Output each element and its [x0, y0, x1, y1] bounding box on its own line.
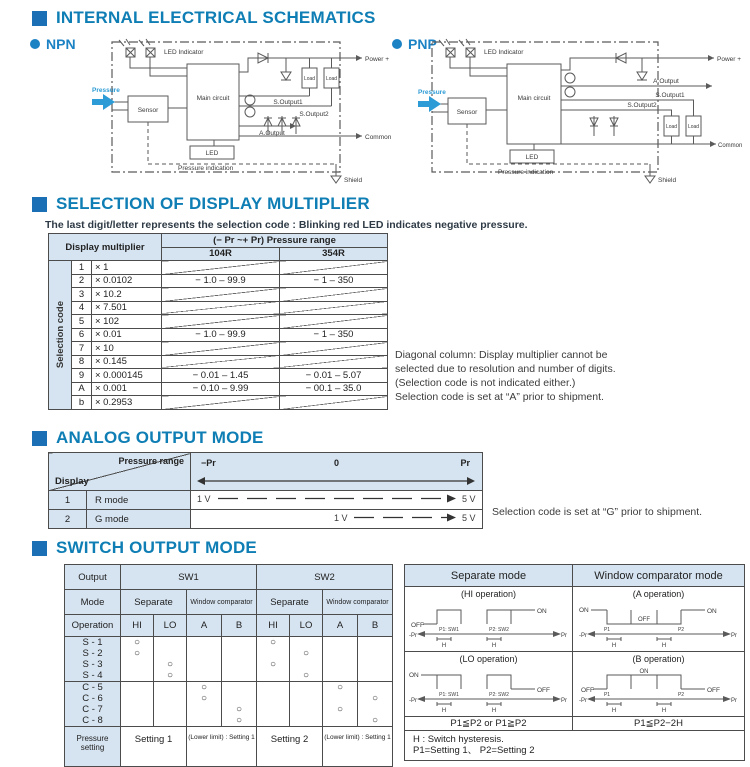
svg-text:ON: ON — [536, 608, 547, 615]
svg-text:Pr: Pr — [560, 633, 567, 639]
svg-text:S.Output2: S.Output2 — [299, 111, 329, 118]
section-header-display-multiplier — [32, 194, 370, 214]
mark-col — [257, 682, 290, 727]
value-cell — [162, 315, 280, 329]
table-header-row — [65, 590, 393, 615]
mark-col: ○ ○ — [121, 637, 154, 682]
separate-mode-header: Separate mode — [405, 565, 573, 587]
svg-text:H: H — [491, 643, 496, 648]
svg-text:ON: ON — [706, 608, 717, 615]
svg-text:Shield: Shield — [658, 177, 677, 184]
setting-cell: (Lower limit) : Setting 1 — [187, 727, 257, 767]
code-cell: 3 — [72, 288, 92, 302]
s-block-row — [65, 637, 393, 682]
corner-header: Display multiplier — [49, 234, 162, 261]
section-title: SWITCH OUTPUT MODE — [56, 538, 257, 557]
svg-text:-Pr: -Pr — [408, 698, 417, 704]
pressure-setting-row — [65, 727, 393, 767]
svg-text:P1: P1 — [603, 692, 610, 698]
section-square-icon — [32, 197, 47, 212]
section-square-icon — [32, 11, 47, 26]
section-title: INTERNAL ELECTRICAL SCHEMATICS — [56, 8, 376, 27]
hysteresis-footnote: H : Switch hysteresis. P1=Setting 1、 P2=Setting 2 — [405, 731, 745, 761]
mark-col — [323, 637, 358, 682]
mult-cell: × 7.501 — [92, 301, 162, 315]
svg-text:ON: ON — [578, 607, 589, 614]
value-cell: − 0.01 – 5.07 — [280, 369, 388, 383]
mark-col: ○ ○ — [358, 682, 393, 727]
hi-operation-cell: (HI operation) OFF ON P1: SW1 P2: SW2 -Pr Pr H H — [405, 587, 573, 652]
svg-text:LED: LED — [205, 150, 219, 157]
table-row — [49, 342, 388, 356]
svg-text:LED: LED — [525, 154, 539, 161]
mult-cell: × 102 — [92, 315, 162, 329]
svg-text:Pressure indication: Pressure indication — [498, 169, 554, 176]
axis-arrow-icon — [191, 475, 481, 487]
op-col: HI — [257, 615, 290, 637]
table-header-row — [49, 453, 483, 491]
svg-text:S.Output1: S.Output1 — [655, 92, 685, 99]
display-num: 1 — [49, 491, 87, 510]
table-header-row — [49, 234, 388, 248]
op-col: LO — [154, 615, 187, 637]
table-header-row — [405, 565, 745, 587]
b-operation-cell: (B operation) OFF OFF ON P1 P2 -Pr Pr H H — [573, 652, 745, 717]
svg-text:5 V: 5 V — [461, 513, 476, 523]
pressure-arrow-icon — [418, 96, 441, 112]
table-header-row — [65, 615, 393, 637]
mult-cell: × 0.0102 — [92, 274, 162, 288]
col-354r: 354R — [280, 247, 388, 261]
svg-text:1 V: 1 V — [196, 494, 211, 504]
pressure-range-header: (− Pr ~+ Pr) Pressure range — [162, 234, 388, 248]
separate-header: Separate — [121, 590, 187, 615]
multiplier-note: The last digit/letter represents the selection code : Blinking red LED indicates negative pressure. — [45, 219, 528, 231]
r-mode-arrow — [192, 491, 482, 506]
svg-text:H: H — [491, 708, 496, 713]
separate-condition: P1≦P2 or P1≧P2 — [405, 717, 573, 731]
value-cell — [162, 301, 280, 315]
svg-text:5 V: 5 V — [461, 494, 476, 504]
axis-label-cell: Selection code — [49, 261, 72, 410]
mark-col: ○ ○ — [187, 682, 222, 727]
output-label: Output — [65, 565, 121, 590]
value-cell: − 0.01 – 1.45 — [162, 369, 280, 383]
g-mode-arrow — [192, 510, 482, 525]
mark-col: ○ ○ — [257, 637, 290, 682]
mult-cell: × 0.2953 — [92, 396, 162, 410]
svg-text:-Pr: -Pr — [408, 633, 417, 639]
svg-text:P1: SW1: P1: SW1 — [438, 692, 459, 698]
mult-cell: × 0.145 — [92, 355, 162, 369]
c-row-labels: C - 5 C - 6 C - 7 C - 8 — [65, 682, 121, 727]
table-row — [49, 369, 388, 383]
col-104r: 104R — [162, 247, 280, 261]
operation-row — [405, 587, 745, 652]
mark-col — [121, 682, 154, 727]
value-cell — [280, 288, 388, 302]
section-square-icon — [32, 541, 47, 556]
svg-text:Common: Common — [718, 143, 743, 149]
range-cell — [191, 491, 483, 510]
mark-col — [187, 637, 222, 682]
value-cell: − 1 – 350 — [280, 328, 388, 342]
value-cell — [280, 315, 388, 329]
code-cell: b — [72, 396, 92, 410]
table-header-row — [65, 565, 393, 590]
svg-text:Sensor: Sensor — [456, 109, 478, 116]
code-cell: 4 — [72, 301, 92, 315]
value-cell: − 00.1 – 35.0 — [280, 382, 388, 396]
separate-header: Separate — [257, 590, 323, 615]
svg-text:1 V: 1 V — [333, 513, 348, 523]
svg-text:Pr: Pr — [730, 698, 737, 704]
lo-operation-waveform — [409, 665, 569, 713]
svg-text:S.Output1: S.Output1 — [273, 99, 303, 106]
value-cell — [280, 301, 388, 315]
svg-text:OFF: OFF — [536, 687, 550, 694]
mark-col — [154, 682, 187, 727]
window-condition: P1≦P2−2H — [573, 717, 745, 731]
op-col: HI — [121, 615, 154, 637]
table-row — [49, 288, 388, 302]
mark-col: ○ ○ — [222, 682, 257, 727]
setting-cell: (Lower limit) : Setting 1 — [323, 727, 393, 767]
table-row — [49, 510, 483, 529]
setting-cell: Setting 2 — [257, 727, 323, 767]
operation-label: Operation — [65, 615, 121, 637]
mult-cell: × 0.001 — [92, 382, 162, 396]
op-col: B — [222, 615, 257, 637]
svg-text:Load: Load — [687, 124, 700, 130]
svg-text:Power +: Power + — [365, 56, 390, 63]
pressure-setting-label: Pressure setting — [65, 727, 121, 767]
range-cell — [191, 510, 483, 529]
setting-cell: Setting 1 — [121, 727, 187, 767]
svg-text:Pressure: Pressure — [418, 89, 446, 96]
svg-text:P2: SW2: P2: SW2 — [488, 627, 509, 633]
value-cell — [162, 261, 280, 275]
footnote-row — [405, 731, 745, 761]
window-comparator-header: Window comparator — [323, 590, 393, 615]
mult-cell: × 0.01 — [92, 328, 162, 342]
svg-text:P1: P1 — [603, 627, 610, 633]
value-cell — [162, 288, 280, 302]
svg-text:A.Output: A.Output — [653, 78, 679, 85]
svg-text:Main circuit: Main circuit — [196, 95, 230, 102]
value-cell — [280, 342, 388, 356]
mark-col: ○ ○ — [323, 682, 358, 727]
window-mode-header: Window comparator mode — [573, 565, 745, 587]
window-comparator-header: Window comparator — [187, 590, 257, 615]
c-block-row — [65, 682, 393, 727]
svg-text:Load: Load — [303, 76, 316, 82]
mode-diagram-table — [404, 564, 745, 761]
table-row — [49, 261, 388, 275]
section-header-schematics — [32, 8, 376, 28]
value-cell — [162, 355, 280, 369]
svg-text:Load: Load — [325, 76, 338, 82]
svg-text:H: H — [611, 643, 616, 648]
value-cell: − 1 – 350 — [280, 274, 388, 288]
section-title: SELECTION OF DISPLAY MULTIPLIER — [56, 194, 370, 213]
svg-text:P2: P2 — [677, 692, 684, 698]
svg-text:-Pr: -Pr — [578, 698, 587, 704]
op-col: B — [358, 615, 393, 637]
mult-cell: × 1 — [92, 261, 162, 275]
code-cell: 1 — [72, 261, 92, 275]
mode-label: Mode — [65, 590, 121, 615]
svg-text:Pressure indication: Pressure indication — [178, 165, 234, 172]
value-cell — [280, 396, 388, 410]
svg-text:OFF: OFF — [637, 617, 650, 623]
table-row — [49, 382, 388, 396]
svg-text:A.Output: A.Output — [259, 130, 285, 137]
npn-label: NPN — [30, 36, 76, 52]
svg-text:H: H — [661, 708, 666, 713]
lo-operation-cell: (LO operation) ON OFF P1: SW1 P2: SW2 -Pr Pr H H — [405, 652, 573, 717]
section-square-icon — [32, 431, 47, 446]
svg-text:P2: SW2: P2: SW2 — [488, 692, 509, 698]
bullet-icon — [30, 39, 40, 49]
svg-text:Load: Load — [665, 124, 678, 130]
code-cell: 2 — [72, 274, 92, 288]
svg-text:ON: ON — [408, 672, 419, 679]
table-row — [49, 491, 483, 510]
npn-schematic — [90, 38, 395, 188]
condition-row — [405, 717, 745, 731]
value-cell — [280, 261, 388, 275]
value-cell: − 1.0 – 99.9 — [162, 274, 280, 288]
op-col: LO — [290, 615, 323, 637]
section-header-switch-output — [32, 538, 257, 558]
mark-col: ○ ○ — [154, 637, 187, 682]
mult-cell: × 10.2 — [92, 288, 162, 302]
table-row — [49, 396, 388, 410]
display-multiplier-table — [48, 233, 388, 410]
pressure-axis-header: −Pr 0 Pr — [191, 453, 483, 491]
value-cell: − 0.10 – 9.99 — [162, 382, 280, 396]
analog-note: Selection code is set at “G” prior to shipment. — [492, 506, 703, 518]
code-cell: A — [72, 382, 92, 396]
op-col: A — [187, 615, 222, 637]
section-title: ANALOG OUTPUT MODE — [56, 428, 264, 447]
sw1-header: SW1 — [121, 565, 257, 590]
value-cell — [162, 342, 280, 356]
pnp-schematic — [418, 38, 750, 188]
operation-row — [405, 652, 745, 717]
table-row — [49, 355, 388, 369]
analog-output-table — [48, 452, 483, 529]
svg-text:ON: ON — [639, 669, 648, 675]
svg-text:P2: P2 — [677, 627, 684, 633]
pnp-label: PNP — [392, 36, 437, 52]
code-cell: 6 — [72, 328, 92, 342]
svg-text:Main circuit: Main circuit — [517, 95, 551, 102]
mode-name: G mode — [87, 510, 191, 529]
code-cell: 5 — [72, 315, 92, 329]
op-col: A — [323, 615, 358, 637]
b-operation-waveform — [579, 665, 739, 713]
svg-text:OFF: OFF — [410, 622, 424, 629]
mult-cell: × 10 — [92, 342, 162, 356]
s-row-labels: S - 1 S - 2 S - 3 S - 4 — [65, 637, 121, 682]
corner-header: Pressure range Display — [49, 453, 191, 491]
a-operation-cell: (A operation) ON ON OFF P1 P2 -Pr Pr H H — [573, 587, 745, 652]
mark-col: ○ ○ — [290, 637, 323, 682]
svg-text:P1: SW1: P1: SW1 — [438, 627, 459, 633]
svg-text:LED Indicator: LED Indicator — [164, 49, 204, 56]
mode-name: R mode — [87, 491, 191, 510]
display-num: 2 — [49, 510, 87, 529]
svg-text:H: H — [441, 643, 446, 648]
table-row — [49, 328, 388, 342]
table-row — [49, 274, 388, 288]
code-cell: 7 — [72, 342, 92, 356]
svg-text:OFF: OFF — [706, 687, 720, 694]
svg-text:Power +: Power + — [717, 56, 742, 63]
mark-col — [290, 682, 323, 727]
a-operation-waveform — [579, 600, 739, 648]
svg-text:H: H — [611, 708, 616, 713]
hi-operation-waveform — [409, 600, 569, 648]
table-row — [49, 301, 388, 315]
svg-text:H: H — [661, 643, 666, 648]
value-cell — [280, 355, 388, 369]
svg-text:Common: Common — [365, 134, 392, 141]
table-row — [49, 315, 388, 329]
switch-output-table — [64, 564, 393, 767]
svg-text:Pressure: Pressure — [92, 87, 120, 94]
value-cell — [162, 396, 280, 410]
mark-col — [222, 637, 257, 682]
svg-text:S.Output2: S.Output2 — [627, 102, 657, 109]
svg-text:LED Indicator: LED Indicator — [484, 49, 524, 56]
svg-text:OFF: OFF — [580, 687, 594, 694]
svg-text:Sensor: Sensor — [137, 107, 159, 114]
sw2-header: SW2 — [257, 565, 393, 590]
value-cell: − 1.0 – 99.9 — [162, 328, 280, 342]
code-cell: 9 — [72, 369, 92, 383]
mult-cell: × 0.000145 — [92, 369, 162, 383]
section-header-analog-output — [32, 428, 264, 448]
svg-text:-Pr: -Pr — [578, 633, 587, 639]
svg-text:Shield: Shield — [344, 177, 363, 184]
mark-col — [358, 637, 393, 682]
diagonal-note: Diagonal column: Display multiplier cannot be selected due to resolution and number of digits. (Selection code is not indicated either.) Selection code is set at “A” prior to shipment. — [395, 349, 616, 403]
code-cell: 8 — [72, 355, 92, 369]
svg-text:H: H — [441, 708, 446, 713]
svg-text:Pr: Pr — [730, 633, 737, 639]
svg-text:Pr: Pr — [560, 698, 567, 704]
